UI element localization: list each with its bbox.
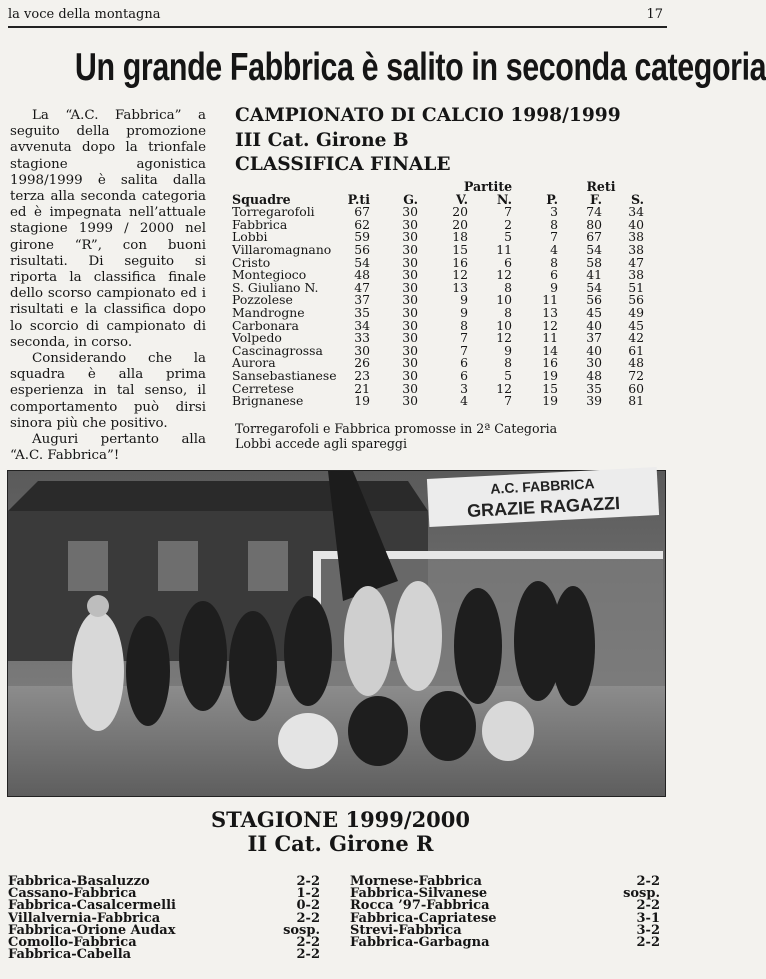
standings-title-line: CAMPIONATO DI CALCIO 1998/1999 — [235, 105, 621, 126]
stat-cell: 42 — [628, 330, 644, 346]
stat-cell: 4 — [550, 241, 558, 257]
stat-cell: 9 — [550, 279, 558, 295]
stat-cell: 7 — [504, 204, 512, 220]
season-title-line: STAGIONE 1999/2000 — [210, 807, 471, 832]
team-name: Cerretese — [232, 380, 294, 396]
match-score: 2-2 — [636, 874, 660, 889]
stat-cell: 19 — [542, 393, 558, 409]
team-name: Lobbi — [232, 229, 268, 245]
reti-label: Reti — [586, 179, 616, 194]
stat-cell: 45 — [586, 304, 602, 320]
header-rule — [8, 26, 667, 28]
standings-row — [232, 345, 644, 358]
stat-cell: 6 — [460, 355, 468, 371]
stat-cell: 49 — [628, 304, 644, 320]
stat-cell: 6 — [504, 254, 512, 270]
results-left — [8, 876, 320, 961]
match-score: sosp. — [623, 886, 660, 902]
stat-cell: 34 — [628, 204, 644, 220]
stat-cell: 19 — [354, 393, 370, 409]
stat-cell: 58 — [586, 254, 602, 270]
match-name: Villalvernia-Fabbrica — [8, 910, 161, 926]
stat-cell: 30 — [586, 355, 602, 371]
stat-cell: 7 — [504, 393, 512, 409]
player-figure — [348, 696, 408, 766]
standings-row — [232, 395, 644, 408]
stat-cell: 33 — [354, 330, 370, 346]
player-figure — [551, 586, 595, 706]
stat-cell: 72 — [628, 367, 644, 383]
stat-cell: 8 — [504, 279, 512, 295]
col-header: V. — [456, 191, 468, 207]
stat-cell: 30 — [402, 393, 418, 409]
player-figure — [394, 581, 442, 691]
stat-cell: 54 — [586, 241, 602, 257]
stat-cell: 16 — [542, 355, 558, 371]
player-figure — [179, 601, 227, 711]
season-title — [0, 808, 681, 856]
standings-row — [232, 206, 644, 219]
match-name: Fabbrica-Capriatese — [350, 910, 497, 926]
stat-cell: 81 — [628, 393, 644, 409]
player-figure — [229, 611, 277, 721]
stat-cell: 30 — [402, 304, 418, 320]
stat-cell: 40 — [628, 216, 644, 232]
stat-cell: 59 — [354, 229, 370, 245]
stat-cell: 7 — [460, 330, 468, 346]
player-figure — [454, 588, 502, 704]
standings-row — [232, 282, 644, 295]
standings-title-line: CLASSIFICA FINALE — [235, 154, 451, 175]
intro-paragraph: Considerando che la squadra è alla prima esperienza in tal senso, il comportamento può dirsi sinora più che positivo. — [10, 351, 206, 431]
stat-cell: 48 — [354, 267, 370, 283]
stat-cell: 5 — [504, 367, 512, 383]
match-name: Fabbrica-Basaluzzo — [8, 874, 150, 889]
stat-cell: 12 — [496, 330, 512, 346]
match-name: Fabbrica-Cabella — [8, 947, 132, 963]
match-name: Cassano-Fabbrica — [8, 886, 137, 902]
intro-article — [10, 108, 206, 464]
stat-cell: 11 — [542, 292, 558, 308]
standings-title-line: III Cat. Girone B — [235, 129, 409, 151]
stat-cell: 61 — [628, 342, 644, 358]
stat-cell: 40 — [586, 342, 602, 358]
col-header: G. — [403, 191, 418, 207]
stat-cell: 6 — [550, 267, 558, 283]
stat-cell: 12 — [496, 380, 512, 396]
match-name: Fabbrica-Casalcermelli — [8, 898, 176, 914]
stat-cell: 48 — [586, 367, 602, 383]
stat-cell: 11 — [496, 241, 512, 257]
team-name: Brignanese — [232, 393, 304, 409]
player-figure — [420, 691, 476, 761]
match-score: 2-2 — [636, 935, 660, 951]
stat-cell: 30 — [402, 355, 418, 371]
col-header: F. — [589, 191, 602, 207]
team-name: Torregarofoli — [232, 204, 315, 220]
stat-cell: 30 — [354, 342, 370, 358]
standings-table — [232, 181, 644, 408]
stat-cell: 67 — [586, 229, 602, 245]
stat-cell: 30 — [402, 267, 418, 283]
standings-note: Lobbi accede agli spareggi — [235, 435, 407, 451]
standings-row — [232, 244, 644, 257]
team-name: Pozzolese — [232, 292, 293, 308]
stat-cell: 37 — [354, 292, 370, 308]
match-name: Strevi-Fabbrica — [350, 922, 462, 938]
stat-cell: 9 — [460, 292, 468, 308]
match-name: Fabbrica-Orione Audax — [8, 922, 176, 938]
stat-cell: 20 — [452, 216, 468, 232]
stat-cell: 35 — [354, 304, 370, 320]
banner-line2: GRAZIE RAGAZZI — [466, 492, 621, 521]
match-score: 1-2 — [296, 886, 320, 902]
team-name: Cascinagrossa — [232, 342, 323, 358]
stat-cell: 30 — [402, 229, 418, 245]
stat-cell: 40 — [586, 317, 602, 333]
results-right — [350, 876, 660, 949]
match-score: 2-2 — [296, 910, 320, 926]
team-name: Carbonara — [232, 317, 299, 333]
stat-cell: 74 — [586, 204, 602, 220]
stat-cell: 56 — [586, 292, 602, 308]
stat-cell: 3 — [460, 380, 468, 396]
match-score: 2-2 — [296, 947, 320, 963]
stat-cell: 30 — [402, 216, 418, 232]
stat-cell: 7 — [460, 342, 468, 358]
season-subtitle-line: II Cat. Girone R — [247, 831, 434, 856]
stat-cell: 80 — [586, 216, 602, 232]
stat-cell: 48 — [628, 355, 644, 371]
stat-cell: 30 — [402, 380, 418, 396]
intro-paragraph: Auguri pertanto alla “A.C. Fabbrica”! — [10, 432, 206, 464]
team-name: Montegioco — [232, 267, 307, 283]
stat-cell: 13 — [452, 279, 468, 295]
stat-cell: 54 — [354, 254, 370, 270]
stat-cell: 13 — [542, 304, 558, 320]
stat-cell: 9 — [460, 304, 468, 320]
player-figure — [482, 701, 534, 761]
stat-cell: 19 — [542, 367, 558, 383]
match-score: 3-1 — [636, 910, 660, 926]
building-window — [68, 541, 108, 591]
player-figure — [126, 616, 170, 726]
stat-cell: 18 — [452, 229, 468, 245]
stat-cell: 30 — [402, 292, 418, 308]
player-head — [87, 595, 109, 617]
stat-cell: 6 — [460, 367, 468, 383]
stat-cell: 37 — [586, 330, 602, 346]
stat-cell: 30 — [402, 204, 418, 220]
stat-cell: 10 — [496, 292, 512, 308]
stat-cell: 30 — [402, 279, 418, 295]
team-name: Volpedo — [232, 330, 282, 346]
col-header: S. — [630, 191, 644, 207]
stat-cell: 30 — [402, 317, 418, 333]
stat-cell: 8 — [504, 355, 512, 371]
col-header: P.ti — [347, 191, 370, 207]
stat-cell: 23 — [354, 367, 370, 383]
stat-cell: 9 — [504, 342, 512, 358]
stat-cell: 62 — [354, 216, 370, 232]
stat-cell: 47 — [628, 254, 644, 270]
stat-cell: 56 — [628, 292, 644, 308]
stat-cell: 30 — [402, 330, 418, 346]
stat-cell: 47 — [354, 279, 370, 295]
stat-cell: 39 — [586, 393, 602, 409]
stat-cell: 15 — [542, 380, 558, 396]
stat-cell: 26 — [354, 355, 370, 371]
partite-label: Partite — [463, 179, 513, 194]
stat-cell: 60 — [628, 380, 644, 396]
stat-cell: 56 — [354, 241, 370, 257]
standings-title — [235, 104, 621, 178]
result-row — [8, 949, 320, 961]
stat-cell: 38 — [628, 241, 644, 257]
col-header: P. — [546, 191, 558, 207]
stat-cell: 38 — [628, 229, 644, 245]
results-left-body — [8, 876, 320, 961]
stat-cell: 7 — [550, 229, 558, 245]
match-score: 0-2 — [296, 898, 320, 914]
results-right-body — [350, 876, 660, 949]
match-name: Mornese-Fabbrica — [350, 874, 482, 889]
stat-cell: 2 — [504, 216, 512, 232]
stat-cell: 38 — [628, 267, 644, 283]
intro-paragraph: La “A.C. Fabbrica” a seguito della promozione avvenuta dopo la trionfale stagione agonistica 1998/1999 è salita dalla terza alla seconda categoria ed è impegnata nell’attuale stagione 1999 / 2000 nel girone “R”, con buoni risultati. Di seguito si riporta la classifica finale dello scorso campionato ed i risultati e la classifica dopo lo scorcio di campionato di seconda, in corso. — [10, 108, 206, 350]
match-name: Comollo-Fabbrica — [8, 935, 137, 951]
match-score: 2-2 — [296, 935, 320, 951]
stat-cell: 30 — [402, 241, 418, 257]
stat-cell: 5 — [504, 229, 512, 245]
stat-cell: 4 — [460, 393, 468, 409]
stat-cell: 67 — [354, 204, 370, 220]
standings-note: Torregarofoli e Fabbrica promosse in 2ª Categoria — [235, 421, 558, 436]
standings-row — [232, 320, 644, 333]
team-name: Villaromagnano — [232, 241, 332, 257]
standings-body — [232, 206, 644, 408]
stat-cell: 30 — [402, 342, 418, 358]
player-figure — [278, 713, 338, 769]
player-figure — [284, 596, 332, 706]
stat-cell: 51 — [628, 279, 644, 295]
page-number: 17 — [646, 7, 663, 22]
stat-cell: 14 — [542, 342, 558, 358]
team-photo-illustration — [8, 471, 665, 796]
stat-cell: 21 — [354, 380, 370, 396]
stat-cell: 3 — [550, 204, 558, 220]
stat-cell: 8 — [504, 304, 512, 320]
match-score: 3-2 — [636, 922, 660, 938]
stat-cell: 8 — [550, 254, 558, 270]
team-photo — [7, 470, 666, 797]
stat-cell: 10 — [496, 317, 512, 333]
match-name: Fabbrica-Garbagna — [350, 935, 490, 951]
stat-cell: 11 — [542, 330, 558, 346]
stat-cell: 35 — [586, 380, 602, 396]
stat-cell: 20 — [452, 204, 468, 220]
stat-cell: 54 — [586, 279, 602, 295]
stat-cell: 12 — [496, 267, 512, 283]
match-score: sosp. — [283, 922, 320, 938]
team-name: Fabbrica — [232, 216, 288, 232]
stat-cell: 30 — [402, 367, 418, 383]
col-header: Squadre — [232, 191, 291, 207]
stat-cell: 8 — [460, 317, 468, 333]
player-figure — [344, 586, 392, 696]
team-name: Mandrogne — [232, 304, 305, 320]
stat-cell: 34 — [354, 317, 370, 333]
match-score: 2-2 — [636, 898, 660, 914]
result-row — [350, 937, 660, 949]
team-name: Cristo — [232, 254, 271, 270]
stat-cell: 16 — [452, 254, 468, 270]
building-window — [158, 541, 198, 591]
match-name: Rocca ’97-Fabbrica — [350, 898, 490, 914]
standings-notes — [235, 422, 557, 451]
player-figure — [72, 611, 124, 731]
match-name: Fabbrica-Silvanese — [350, 886, 488, 902]
stat-cell: 30 — [402, 254, 418, 270]
stat-cell: 41 — [586, 267, 602, 283]
stat-cell: 12 — [542, 317, 558, 333]
stat-cell: 8 — [550, 216, 558, 232]
team-name: S. Giuliano N. — [232, 279, 319, 295]
headline: Un grande Fabbrica è salito in seconda categoria — [74, 46, 766, 89]
standings-group-row — [232, 181, 644, 194]
banner-line1: A.C. FABBRICA — [489, 475, 595, 497]
team-name: Aurora — [232, 355, 276, 371]
standings-row — [232, 219, 644, 232]
running-head: la voce della montagna — [8, 7, 161, 22]
stat-cell: 12 — [452, 267, 468, 283]
match-score: 2-2 — [296, 874, 320, 889]
stat-cell: 45 — [628, 317, 644, 333]
building-window — [248, 541, 288, 591]
stat-cell: 15 — [452, 241, 468, 257]
team-name: Sansebastianese — [232, 367, 337, 383]
col-header: N. — [496, 191, 512, 207]
